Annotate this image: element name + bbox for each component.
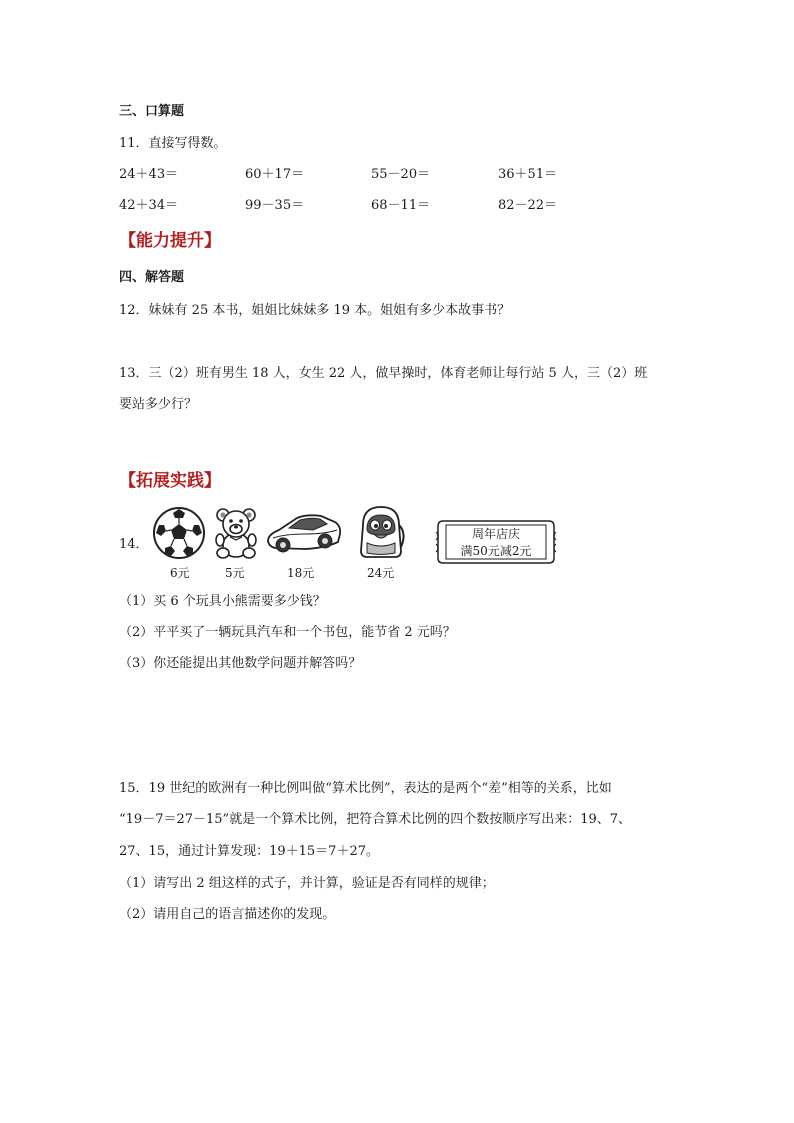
question-12: 12．妹妹有 25 本书，姐姐比妹妹多 19 本。姐姐有多少本故事书？ (119, 303, 511, 318)
section-heading-oral-calc: 三、口算题 (119, 104, 185, 119)
price-soccer-ball: 6元 (170, 566, 190, 580)
question-13-line2: 要站多少行？ (119, 397, 198, 412)
expression: 42＋34＝ (119, 198, 179, 213)
sign-offer: 满50元减2元 (460, 544, 532, 558)
sign-title: 周年店庆 (471, 527, 520, 541)
question-14-sub1: （1）买 6 个玩具小熊需要多少钱？ (119, 594, 326, 609)
expression: 68－11＝ (371, 198, 431, 213)
sign-frame (435, 518, 557, 566)
question-15-line2: “19－7＝27－15”就是一个算术比例，把符合算术比例的四个数按顺序写出来：19、7、 (119, 812, 632, 827)
question-15-line3: 27、15，通过计算发现：19＋15＝7＋27。 (119, 844, 379, 859)
backpack-icon (355, 503, 407, 561)
price-backpack: 24元 (367, 566, 395, 580)
question-13-line1: 13．三（2）班有男生 18 人，女生 22 人，做早操时，体育老师让每行站 5 人，三（2）班 (119, 366, 648, 381)
expression: 60＋17＝ (245, 167, 305, 182)
question-15-sub1: （1）请写出 2 组这样的式子，并计算，验证是否有同样的规律； (119, 876, 495, 891)
question-15-line1: 15．19 世纪的欧洲有一种比例叫做“算术比例”，表达的是两个“差”相等的关系，比如 (119, 781, 612, 796)
toy-car-icon (265, 508, 343, 558)
expression: 99－35＝ (245, 198, 305, 213)
question-11: 11．直接写得数。 (119, 136, 227, 151)
teddy-bear-icon (214, 507, 258, 559)
banner-ability-improvement: 【能力提升】 (119, 231, 221, 251)
expression: 24＋43＝ (119, 167, 179, 182)
question-15-sub2: （2）请用自己的语言描述你的发现。 (119, 907, 336, 922)
price-toy-car: 18元 (287, 566, 315, 580)
question-14-sub2: （2）平平买了一辆玩具汽车和一个书包，能节省 2 元吗？ (119, 625, 456, 640)
price-teddy-bear: 5元 (225, 566, 245, 580)
expression: 36＋51＝ (498, 167, 558, 182)
section-heading-word-problems: 四、解答题 (119, 270, 185, 285)
soccer-ball-icon (152, 506, 206, 560)
expression: 82－22＝ (498, 198, 558, 213)
question-14-number: 14． (119, 537, 149, 552)
question-14-sub3: （3）你还能提出其他数学问题并解答吗？ (119, 656, 362, 671)
expression: 55－20＝ (371, 167, 431, 182)
banner-extension-practice: 【拓展实践】 (119, 471, 221, 491)
anniversary-sale-sign (435, 518, 557, 566)
